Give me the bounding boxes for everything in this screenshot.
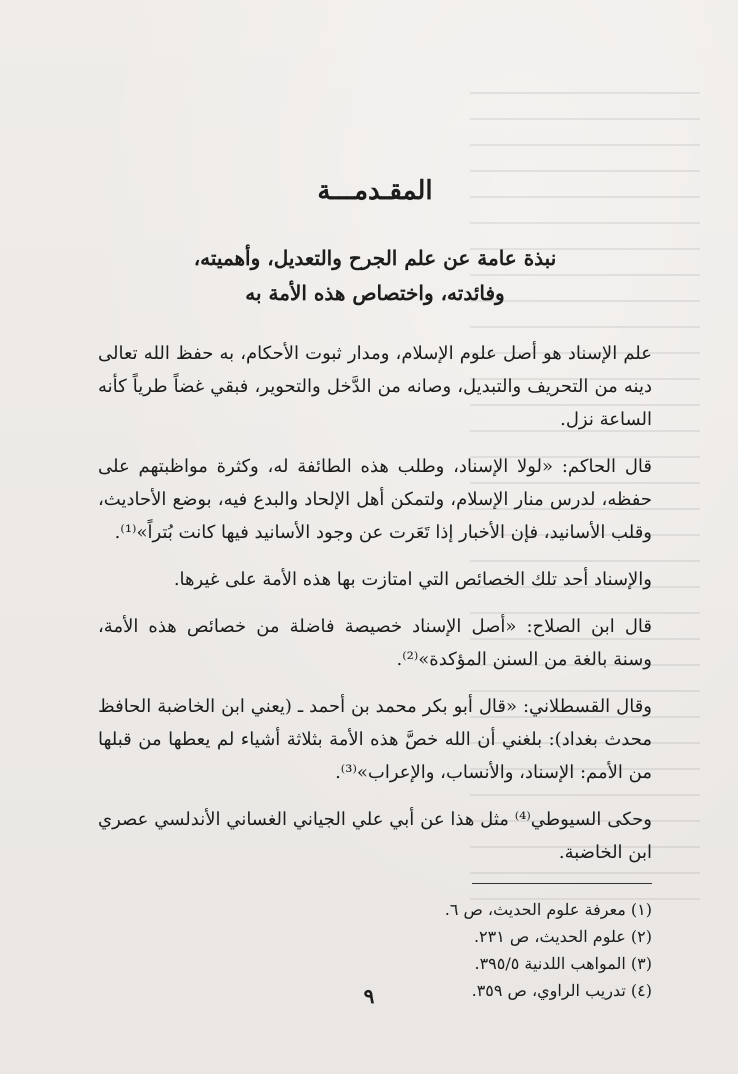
- paragraph-isnad-intro: علم الإسناد هو أصل علوم الإسلام، ومدار ثبوت الأحكام، به حفظ الله تعالى دينه من التحريف والتبديل، وصانه من الدَّخل والتحوير، فبقي غضاً طرياً كأنه الساعة نزل.: [98, 343, 652, 431]
- footnote-1: (١) معرفة علوم الحديث، ص ٦.: [444, 900, 652, 920]
- subtitle-line-2: وفائدته، واختصاص هذه الأمة به: [245, 281, 505, 306]
- subtitle-line-1: نبذة عامة عن علم الجرح والتعديل، وأهميته،: [193, 246, 557, 271]
- paragraph-isnad-feature: والإسناد أحد تلك الخصائص التي امتازت بها هذه الأمة على غيرها.: [173, 569, 652, 591]
- page-number: ٩: [363, 984, 375, 1008]
- paragraph-qastallani-quote: وقال القسطلاني: «قال أبو بكر محمد بن أحمد ـ (يعني ابن الخاضبة الحافظ محدث بغداد): بلغني أن الله خصَّ هذه الأمة بثلاثة أشياء لم يعطها من قبلها من الأمم: الإسناد، والأنساب، والإعراب»⁽³⁾.: [98, 696, 652, 784]
- footnote-divider: [472, 883, 652, 884]
- paragraph-ibn-salah-quote: قال ابن الصلاح: «أصل الإسناد خصيصة فاضلة من خصائص هذه الأمة، وسنة بالغة من السنن المؤكدة»⁽²⁾.: [98, 616, 652, 671]
- footnote-4: (٤) تدريب الراوي، ص ٣٥٩.: [471, 981, 652, 1001]
- paragraph-suyuti: وحكى السيوطي⁽⁴⁾ مثل هذا عن أبي علي الجياني الغساني الأندلسي عصري ابن الخاضبة.: [98, 809, 652, 864]
- footnote-3: (٣) المواهب اللدنية ٣٩٥/٥.: [474, 954, 652, 974]
- footnote-2: (٢) علوم الحديث، ص ٢٣١.: [473, 927, 652, 947]
- section-subtitle: [98, 241, 652, 311]
- chapter-heading: المقـدمـــة: [317, 176, 433, 206]
- page-body: [98, 176, 652, 1004]
- paragraph-hakim-quote: قال الحاكم: «لولا الإسناد، وطلب هذه الطائفة له، وكثرة مواظبتهم على حفظه، لدرس منار الإسلام، ولتمكن أهل الإلحاد والبدع فيه، بوضع الأحاديث، وقلب الأسانيد، فإن الأخبار إذا تَعَرت عن وجود الأسانيد فيها كانت بُتراً»⁽¹⁾.: [98, 456, 652, 544]
